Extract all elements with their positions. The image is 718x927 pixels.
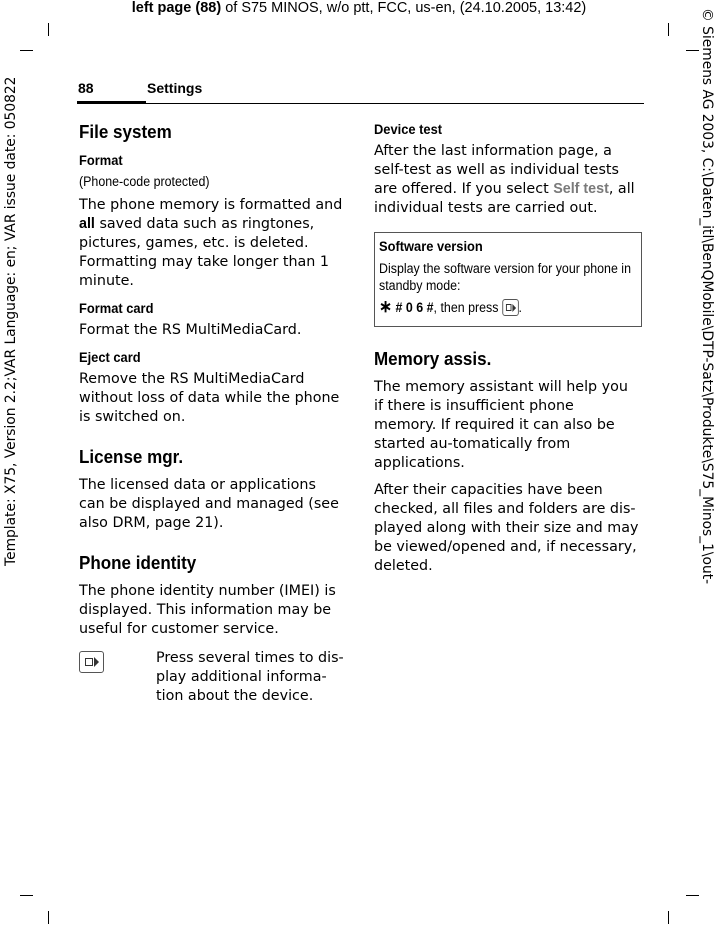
phone-identity-text: The phone identity number (IMEI) is displayed. This information may be useful for customer service.: [79, 583, 336, 637]
crop-mark: [20, 895, 33, 896]
memory-assis-heading: Memory assis.: [374, 348, 492, 369]
left-column: [79, 120, 344, 709]
crop-mark: [48, 23, 49, 36]
copyright-path: © Siemens AG 2003, C:\Daten_itl\BenQMobile\DTP-Satz\Produkte\S75_Minos_1\out-: [699, 8, 715, 585]
print-header: [0, 0, 718, 16]
code-keys: # 0 6 #: [392, 300, 434, 315]
memory-assis-text-2: After their capacities have been checked, all files and folders are dis-played along with their size and may be viewed/opened and, if necessary, deleted.: [374, 482, 639, 574]
crop-mark: [686, 895, 699, 896]
code-end: .: [518, 300, 522, 315]
crop-mark: [20, 50, 33, 51]
format-heading: Format: [79, 152, 123, 168]
soft-key-right-icon: [79, 651, 104, 673]
code-suffix: , then press: [433, 300, 502, 315]
software-version-code: [379, 298, 641, 316]
right-column: [374, 120, 639, 584]
header-rule: [146, 103, 644, 104]
crop-mark: [686, 50, 699, 51]
device-test-text: [374, 142, 639, 218]
header-rule-thick: [77, 101, 146, 104]
press-instruction-text: Press several times to dis-play additional informa-tion about the device.: [156, 650, 344, 704]
self-test-label: Self test: [553, 181, 609, 197]
format-card-heading: Format card: [79, 300, 154, 316]
star-key: ∗: [379, 297, 393, 316]
spacer: [79, 435, 344, 445]
format-text: [79, 196, 344, 291]
format-card-text: Format the RS MultiMediaCard.: [79, 322, 302, 338]
crop-mark: [668, 911, 669, 924]
eject-card-text: Remove the RS MultiMediaCard without loss of data while the phone is switched on.: [79, 371, 340, 425]
format-note: (Phone-code protected): [79, 174, 210, 189]
section-title: Settings: [147, 80, 203, 96]
software-version-heading: Software version: [379, 238, 483, 254]
device-test-heading: Device test: [374, 121, 443, 137]
file-system-heading: File system: [79, 121, 172, 142]
print-header-info: of S75 MINOS, w/o ptt, FCC, us-en, (24.10.2005, 13:42): [221, 0, 587, 16]
eject-card-heading: Eject card: [79, 349, 141, 365]
page-number: 88: [78, 80, 94, 96]
license-heading: License mgr.: [79, 446, 184, 467]
format-text-emphasis: all: [79, 216, 95, 232]
device-test-text-part: , all individual tests are carried out.: [374, 181, 635, 216]
memory-assis-text-1: The memory assistant will help you if there is insufficient phone memory. If required it can also be started au-tomatically from applications.: [374, 379, 628, 471]
license-text: The licensed data or applications can be displayed and managed (see also DRM, page 21).: [79, 477, 339, 531]
format-text-part: saved data such as ringtones, pictures, games, etc. is deleted. Formatting may take longer than 1 minute.: [79, 216, 330, 289]
spacer: [79, 541, 344, 551]
print-header-page: left page (88): [131, 0, 222, 16]
software-version-box: [374, 232, 642, 327]
software-version-text: Display the software version for your phone in standby mode:: [379, 261, 631, 293]
crop-mark: [48, 911, 49, 924]
press-instruction: [79, 649, 344, 709]
phone-identity-heading: Phone identity: [79, 552, 197, 573]
device-test-text-part: After the last information page, a self-test as well as individual tests are offered. If you select: [374, 143, 619, 197]
template-info: Template: X75, Version 2.2;VAR Language: en; VAR issue date: 050822: [3, 76, 19, 566]
format-text-part: The phone memory is formatted and: [79, 197, 343, 213]
soft-key-right-icon: [502, 299, 522, 316]
crop-mark: [668, 23, 669, 36]
